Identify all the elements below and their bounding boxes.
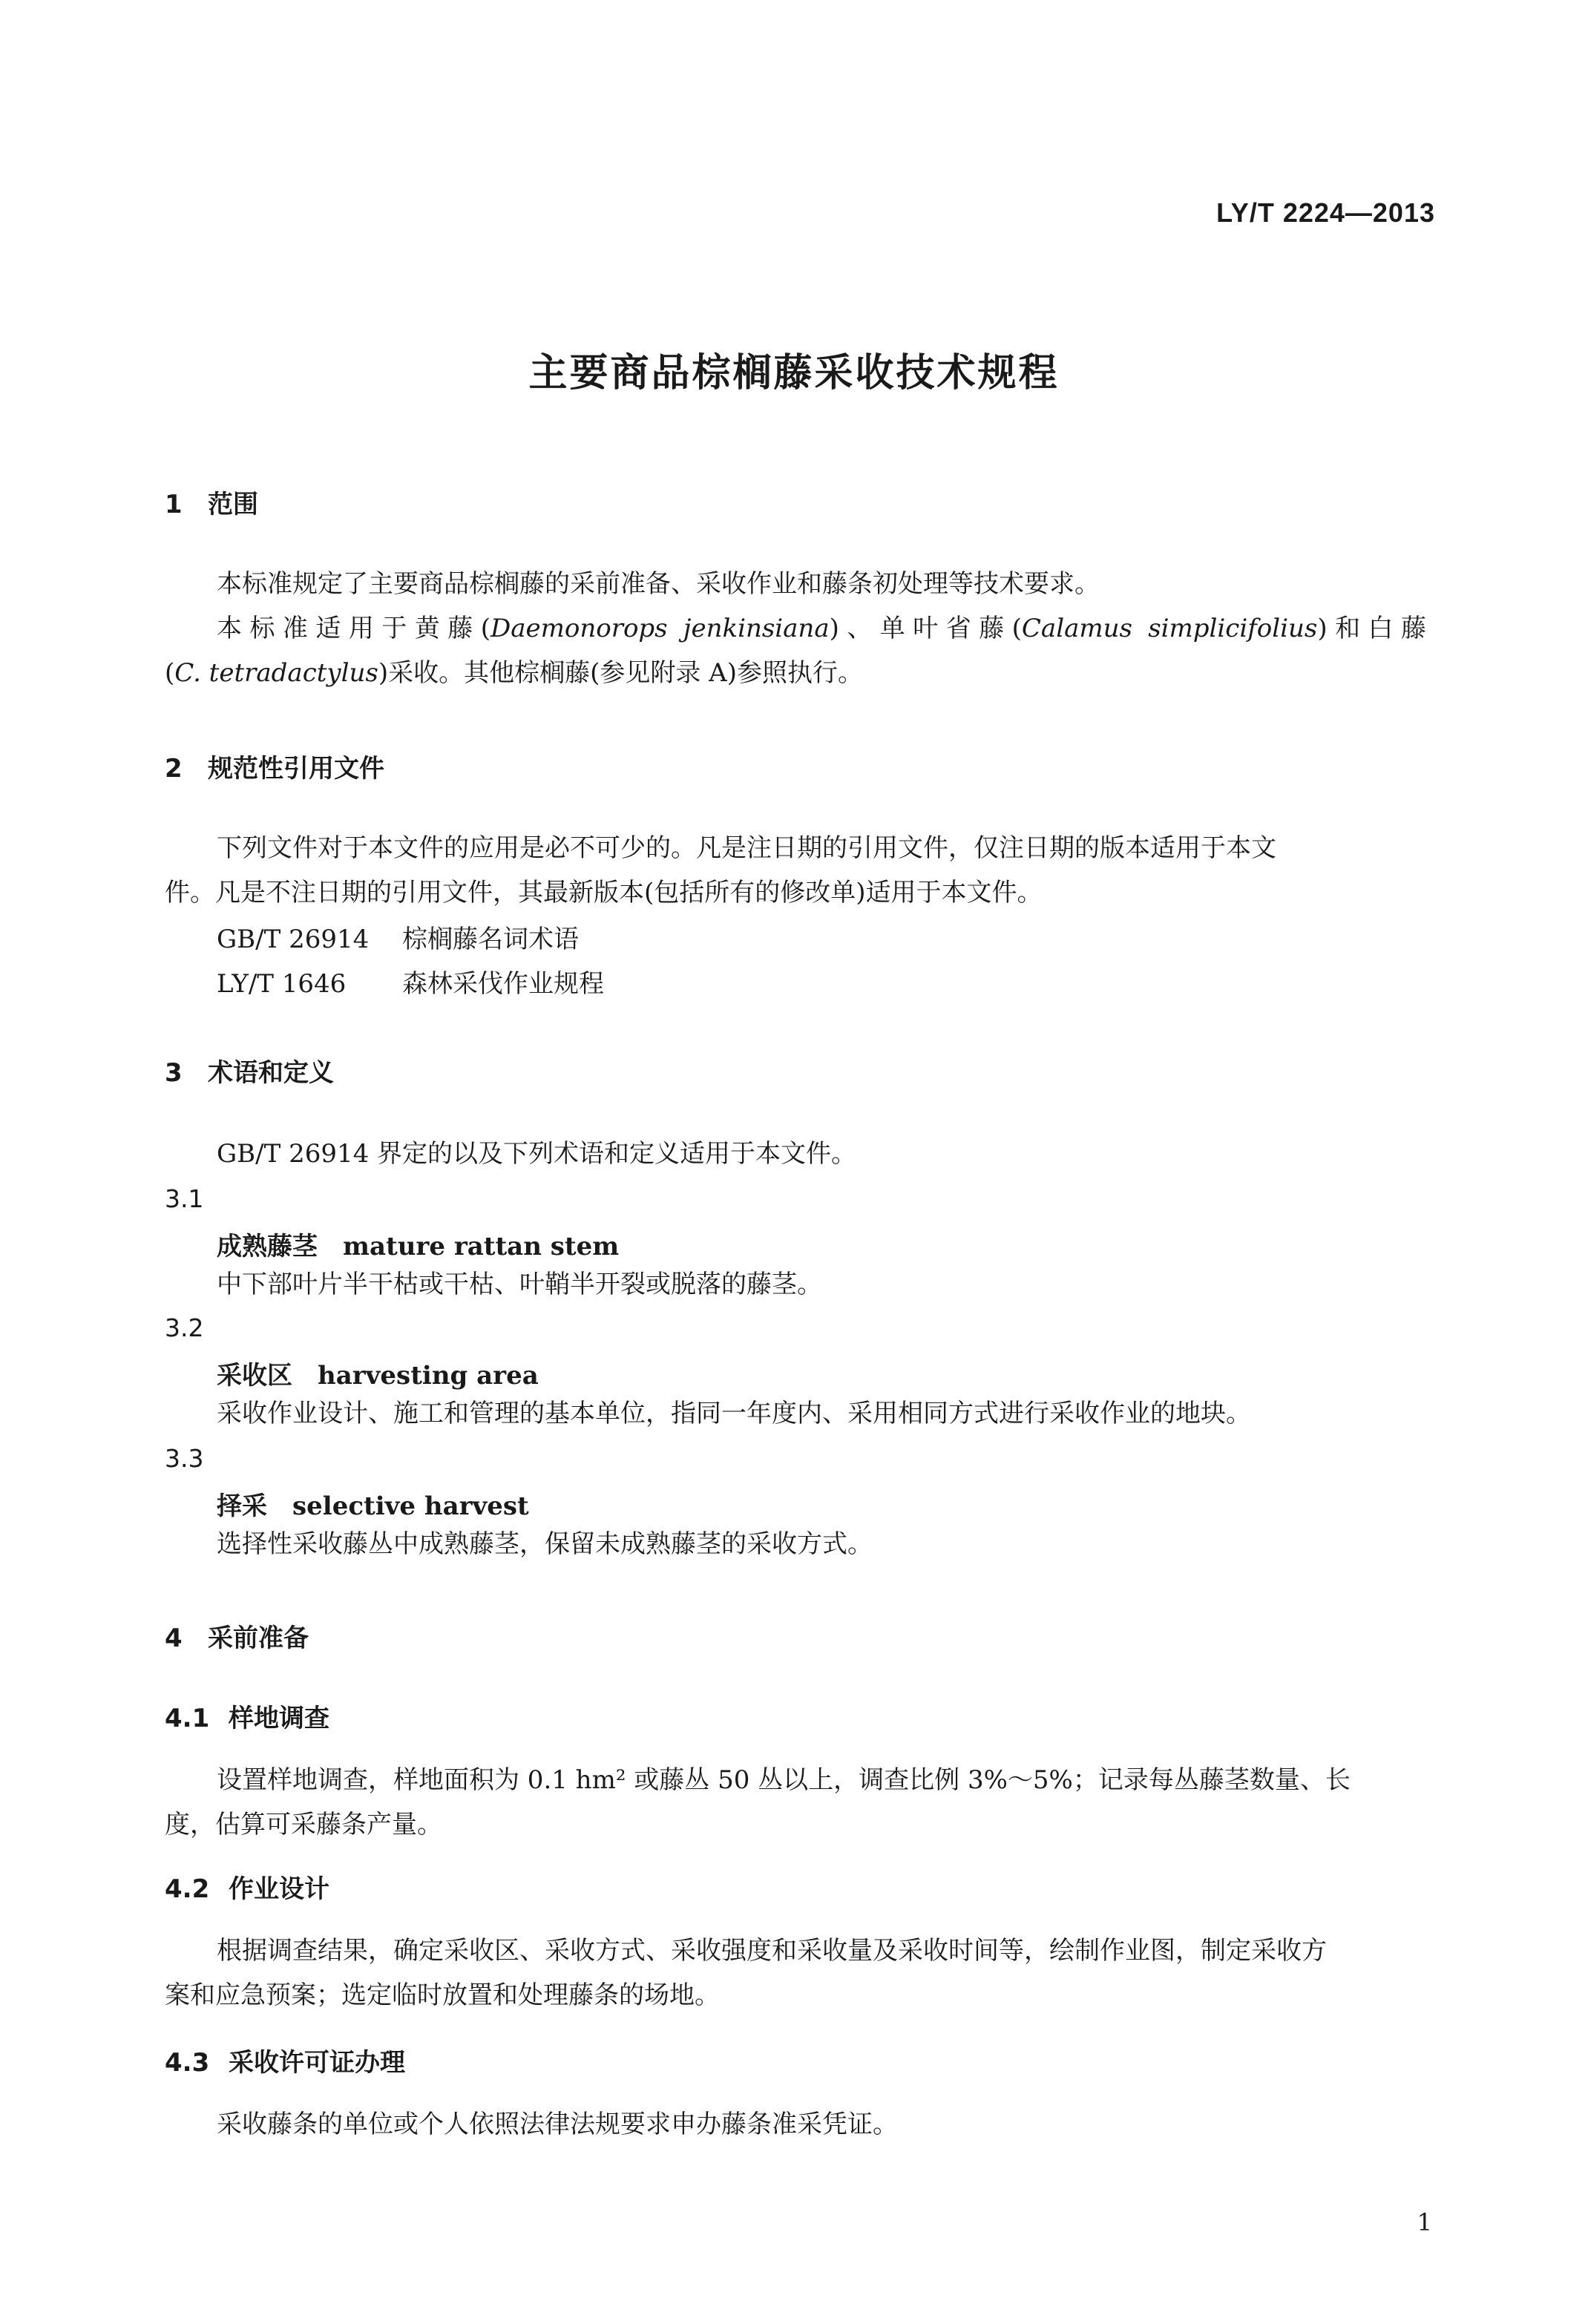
- license-paragraph: 采收藤条的单位或个人依照法律法规要求申办藤条准采凭证。: [217, 2110, 898, 2139]
- work-design-paragraph-2: 案和应急预案；选定临时放置和处理藤条的场地。: [165, 1980, 720, 2010]
- plot-survey-paragraph-2: 度，估算可采藤条产量。: [165, 1810, 442, 1839]
- subsection-4-3-heading: [165, 2042, 405, 2078]
- text-run: )、单叶省藤(: [829, 614, 1022, 643]
- text-run: )采收。其他棕榈藤(参见附录 A)参照执行。: [378, 658, 863, 688]
- reference-code: GB/T 26914: [217, 925, 370, 954]
- section-2-heading: [165, 748, 384, 784]
- species-name: C. tetradactylus: [174, 658, 378, 688]
- reference-name: 森林采伐作业规程: [402, 969, 604, 999]
- document-title: 主要商品棕榈藤采收技术规程: [528, 351, 1060, 395]
- section-number: 1: [165, 490, 183, 519]
- species-name: Daemonorops jenkinsiana: [490, 614, 830, 643]
- scope-paragraph-3: [165, 651, 863, 695]
- term-heading: [217, 1226, 619, 1262]
- subsection-title: 样地调查: [229, 1704, 329, 1733]
- normative-paragraph-1: 下列文件对于本文件的应用是必不可少的。凡是注日期的引用文件，仅注日期的版本适用于本文: [217, 833, 1276, 863]
- term-en: mature rattan stem: [343, 1232, 620, 1261]
- subsection-number: 4.3: [165, 2048, 210, 2078]
- reference-name: 棕榈藤名词术语: [402, 925, 579, 954]
- subsection-number: 4.2: [165, 1874, 210, 1904]
- text-run: (: [165, 658, 175, 688]
- term-number: 3.1: [165, 1184, 204, 1213]
- section-title: 规范性引用文件: [208, 754, 384, 784]
- reference-code: LY/T 1646: [217, 969, 347, 999]
- term-number: 3.3: [165, 1444, 204, 1473]
- subsection-4-2-heading: [165, 1868, 329, 1905]
- term-zh: 采收区: [217, 1361, 292, 1391]
- page-number: 1: [1417, 2208, 1432, 2236]
- term-en: selective harvest: [292, 1491, 529, 1521]
- plot-survey-paragraph-1: 设置样地调查，样地面积为 0.1 hm² 或藤丛 50 丛以上，调查比例 3%～5%；记录每丛藤茎数量、长: [217, 1765, 1351, 1795]
- section-1-heading: [165, 484, 258, 520]
- term-definition: 中下部叶片半干枯或干枯、叶鞘半开裂或脱落的藤茎。: [217, 1270, 822, 1299]
- subsection-number: 4.1: [165, 1704, 210, 1733]
- scope-paragraph-2: [217, 607, 1426, 650]
- text-run: 本标准适用于黄藤(: [217, 614, 490, 643]
- term-number: 3.2: [165, 1313, 204, 1342]
- scope-paragraph-1: 本标准规定了主要商品棕榈藤的采前准备、采收作业和藤条初处理等技术要求。: [217, 569, 1100, 599]
- standard-code: LY/T 2224—2013: [1216, 197, 1435, 228]
- section-3-heading: [165, 1052, 334, 1089]
- reference-item: [217, 919, 579, 955]
- subsection-title: 采收许可证办理: [229, 2048, 405, 2078]
- term-definition: 采收作业设计、施工和管理的基本单位，指同一年度内、采用相同方式进行采收作业的地块。: [217, 1399, 1251, 1428]
- term-heading: [217, 1355, 539, 1391]
- term-zh: 成熟藤茎: [217, 1232, 318, 1261]
- reference-item: [217, 963, 604, 999]
- term-definition: 选择性采收藤丛中成熟藤茎，保留未成熟藤茎的采收方式。: [217, 1529, 873, 1559]
- section-number: 3: [165, 1058, 183, 1088]
- text-run: )和白藤: [1317, 614, 1427, 643]
- terms-intro: GB/T 26914 界定的以及下列术语和定义适用于本文件。: [217, 1139, 857, 1169]
- subsection-title: 作业设计: [229, 1874, 329, 1904]
- term-heading: [217, 1486, 529, 1522]
- subsection-4-1-heading: [165, 1698, 329, 1734]
- section-title: 术语和定义: [208, 1058, 334, 1088]
- section-number: 4: [165, 1624, 183, 1653]
- section-title: 范围: [208, 490, 258, 519]
- term-en: harvesting area: [318, 1361, 539, 1391]
- work-design-paragraph-1: 根据调查结果，确定采收区、采收方式、采收强度和采收量及采收时间等，绘制作业图，制定采收方: [217, 1936, 1327, 1966]
- section-title: 采前准备: [208, 1624, 309, 1653]
- section-number: 2: [165, 754, 183, 784]
- species-name: Calamus simplicifolius: [1021, 614, 1318, 643]
- section-4-heading: [165, 1618, 309, 1654]
- normative-paragraph-2: 件。凡是不注日期的引用文件，其最新版本(包括所有的修改单)适用于本文件。: [165, 878, 1043, 907]
- term-zh: 择采: [217, 1491, 267, 1521]
